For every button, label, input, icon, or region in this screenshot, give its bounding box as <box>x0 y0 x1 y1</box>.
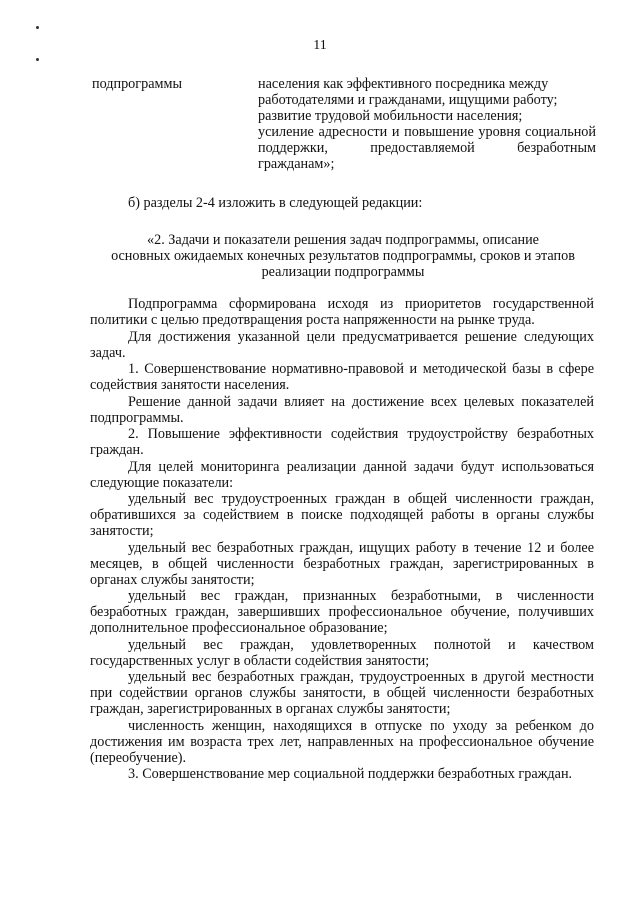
amendment-instruction: б) разделы 2-4 изложить в следующей редакции: <box>128 195 423 211</box>
table-row-label: подпрограммы <box>92 76 182 92</box>
paragraph: удельный вес граждан, удовлетворенных полнотой и качеством государственных услуг в области содействия занятости; <box>90 636 594 669</box>
table-row-line: населения как эффективного посредника между <box>258 76 549 92</box>
heading-line: реализации подпрограммы <box>261 264 425 280</box>
paragraph: удельный вес безработных граждан, трудоустроенных в другой местности при содействии органов службы занятости, в общей численности безработных граждан, зарегистрированных в органах службы занятости; <box>90 669 594 717</box>
paragraph: 3. Совершенствование мер социальной поддержки безработных граждан. <box>128 766 573 782</box>
paragraph: Подпрограмма сформирована исходя из приоритетов государственной политики с целью предотвращения роста напряженности на рынке труда. <box>90 296 594 328</box>
heading-line: основных ожидаемых конечных результатов подпрограммы, сроков и этапов <box>111 248 575 264</box>
table-row-line: развитие трудовой мобильности населения; <box>258 108 523 124</box>
margin-mark <box>36 58 39 61</box>
paragraph: Решение данной задачи влияет на достижение всех целевых показателей подпрограммы. <box>90 393 594 426</box>
paragraph: Для целей мониторинга реализации данной задачи будут использоваться следующие показатели: <box>90 458 594 491</box>
paragraph: удельный вес трудоустроенных граждан в общей численности граждан, обратившихся за содействием в поиске подходящей работы в органы службы занятости; <box>90 491 594 539</box>
table-row-line: работодателями и гражданами, ищущими работу; <box>258 92 558 108</box>
paragraph: удельный вес безработных граждан, ищущих работу в течение 12 и более месяцев, в общей численности безработных граждан, зарегистрированных в органах службы занятости; <box>90 539 594 588</box>
page-number: 11 <box>313 38 327 53</box>
table-row-line: усиление адресности и повышение уровня социальной поддержки, предоставляемой безработным гражданам»; <box>258 124 596 172</box>
margin-mark <box>36 26 39 29</box>
paragraph: Для достижения указанной цели предусматривается решение следующих задач. <box>90 328 594 361</box>
paragraph: 2. Повышение эффективности содействия трудоустройству безработных граждан. <box>90 426 594 458</box>
paragraph: 1. Совершенствование нормативно-правовой и методической базы в сфере содействия занятости населения. <box>90 361 594 393</box>
table-row-value <box>258 76 596 172</box>
heading-line: «2. Задачи и показатели решения задач подпрограммы, описание <box>147 232 539 248</box>
paragraph: удельный вес граждан, признанных безработными, в численности безработных граждан, завершивших профессиональное обучение, получивших дополнительное профессиональное образование; <box>90 588 594 636</box>
section-heading <box>88 232 598 280</box>
body-text <box>90 296 594 783</box>
paragraph: численность женщин, находящихся в отпуске по уходу за ребенком до достижения им возраста трех лет, направленных на профессиональное обучение (переобучение). <box>90 717 594 766</box>
